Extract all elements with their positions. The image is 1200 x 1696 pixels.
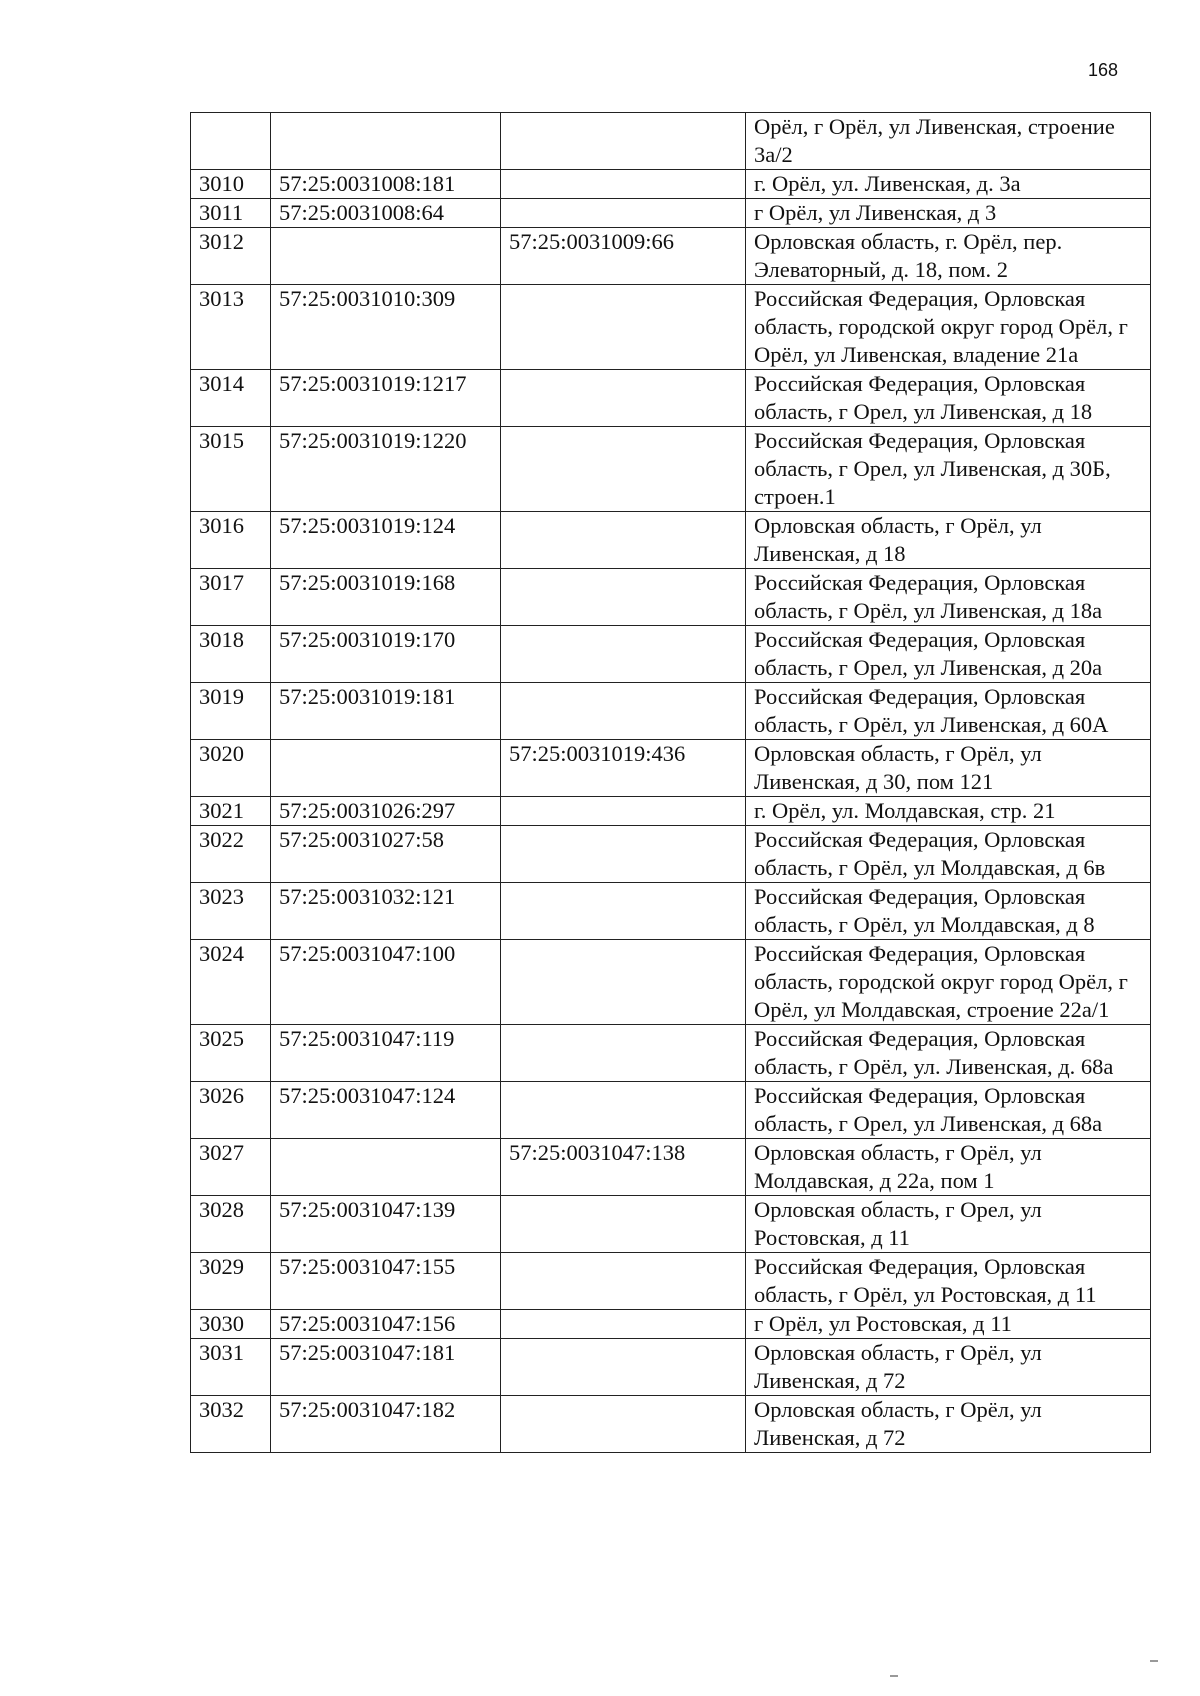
address-cell: г Орёл, ул Ливенская, д 3 (746, 199, 1151, 228)
row-number-cell: 3015 (191, 427, 271, 512)
cadastral-number-cell: 57:25:0031047:100 (271, 940, 501, 1025)
table-row (191, 569, 1151, 626)
table-row (191, 1025, 1151, 1082)
premises-cadastral-number-cell (501, 512, 746, 569)
address-cell: г Орёл, ул Ростовская, д 11 (746, 1310, 1151, 1339)
table-row (191, 199, 1151, 228)
row-number-cell: 3012 (191, 228, 271, 285)
cadastral-number-cell: 57:25:0031019:1217 (271, 370, 501, 427)
registry-table-body (191, 113, 1151, 1453)
table-row (191, 1196, 1151, 1253)
row-number-cell: 3027 (191, 1139, 271, 1196)
premises-cadastral-number-cell (501, 1339, 746, 1396)
page-number: 168 (1088, 60, 1119, 80)
address-cell: Российская Федерация, Орловская область, г Орёл, ул Молдавская, д 8 (746, 883, 1151, 940)
row-number-cell: 3022 (191, 826, 271, 883)
cadastral-number-cell: 57:25:0031047:182 (271, 1396, 501, 1453)
address-cell: Орловская область, г Орёл, ул Молдавская, д 22а, пом 1 (746, 1139, 1151, 1196)
row-number-cell: 3030 (191, 1310, 271, 1339)
cadastral-number-cell: 57:25:0031047:181 (271, 1339, 501, 1396)
address-cell: Российская Федерация, Орловская область, г Орел, ул Ливенская, д 30Б, строен.1 (746, 427, 1151, 512)
row-number-cell: 3031 (191, 1339, 271, 1396)
address-cell: Орловская область, г Орёл, ул Ливенская, д 72 (746, 1339, 1151, 1396)
cadastral-number-cell: 57:25:0031047:119 (271, 1025, 501, 1082)
row-number-cell: 3010 (191, 170, 271, 199)
premises-cadastral-number-cell (501, 1396, 746, 1453)
address-cell: Российская Федерация, Орловская область, городской округ город Орёл, г Орёл, ул Молдавская, строение 22а/1 (746, 940, 1151, 1025)
premises-cadastral-number-cell (501, 1196, 746, 1253)
premises-cadastral-number-cell (501, 883, 746, 940)
premises-cadastral-number-cell: 57:25:0031047:138 (501, 1139, 746, 1196)
premises-cadastral-number-cell (501, 569, 746, 626)
cadastral-number-cell (271, 1139, 501, 1196)
premises-cadastral-number-cell (501, 940, 746, 1025)
table-row (191, 1310, 1151, 1339)
cadastral-number-cell: 57:25:0031047:139 (271, 1196, 501, 1253)
row-number-cell: 3028 (191, 1196, 271, 1253)
address-cell: Российская Федерация, Орловская область, г Орёл, ул Молдавская, д 6в (746, 826, 1151, 883)
table-row (191, 740, 1151, 797)
cadastral-number-cell: 57:25:0031026:297 (271, 797, 501, 826)
premises-cadastral-number-cell (501, 1310, 746, 1339)
table-row (191, 940, 1151, 1025)
table-row (191, 370, 1151, 427)
premises-cadastral-number-cell (501, 683, 746, 740)
address-cell: Российская Федерация, Орловская область, г Орёл, ул Ливенская, д 18а (746, 569, 1151, 626)
cadastral-number-cell: 57:25:0031019:1220 (271, 427, 501, 512)
row-number-cell: 3026 (191, 1082, 271, 1139)
premises-cadastral-number-cell (501, 370, 746, 427)
registry-table (190, 112, 1151, 1453)
premises-cadastral-number-cell: 57:25:0031009:66 (501, 228, 746, 285)
address-cell: Российская Федерация, Орловская область, г Орёл, ул Ливенская, д 60А (746, 683, 1151, 740)
address-cell: Орловская область, г Орёл, ул Ливенская, д 18 (746, 512, 1151, 569)
premises-cadastral-number-cell (501, 427, 746, 512)
row-number-cell: 3018 (191, 626, 271, 683)
cadastral-number-cell: 57:25:0031019:168 (271, 569, 501, 626)
premises-cadastral-number-cell (501, 1025, 746, 1082)
cadastral-number-cell (271, 228, 501, 285)
address-cell: Российская Федерация, Орловская область, г Орел, ул Ливенская, д 68а (746, 1082, 1151, 1139)
cadastral-number-cell: 57:25:0031010:309 (271, 285, 501, 370)
cadastral-number-cell (271, 740, 501, 797)
row-number-cell: 3020 (191, 740, 271, 797)
cadastral-number-cell: 57:25:0031047:156 (271, 1310, 501, 1339)
table-row (191, 170, 1151, 199)
table-row (191, 1396, 1151, 1453)
table-row (191, 826, 1151, 883)
row-number-cell: 3019 (191, 683, 271, 740)
cadastral-number-cell (271, 113, 501, 170)
row-number-cell: 3032 (191, 1396, 271, 1453)
address-cell: Орёл, г Орёл, ул Ливенская, строение 3а/2 (746, 113, 1151, 170)
row-number-cell: 3023 (191, 883, 271, 940)
row-number-cell: 3014 (191, 370, 271, 427)
premises-cadastral-number-cell (501, 199, 746, 228)
address-cell: Российская Федерация, Орловская область, г Орёл, ул Ростовская, д 11 (746, 1253, 1151, 1310)
row-number-cell: 3017 (191, 569, 271, 626)
scan-speck (890, 1675, 898, 1677)
address-cell: Орловская область, г Орел, ул Ростовская, д 11 (746, 1196, 1151, 1253)
cadastral-number-cell: 57:25:0031047:124 (271, 1082, 501, 1139)
table-row (191, 1139, 1151, 1196)
premises-cadastral-number-cell (501, 285, 746, 370)
row-number-cell: 3016 (191, 512, 271, 569)
premises-cadastral-number-cell (501, 113, 746, 170)
address-cell: Орловская область, г. Орёл, пер. Элеваторный, д. 18, пом. 2 (746, 228, 1151, 285)
table-row (191, 883, 1151, 940)
row-number-cell: 3024 (191, 940, 271, 1025)
row-number-cell: 3025 (191, 1025, 271, 1082)
address-cell: Российская Федерация, Орловская область, г Орел, ул Ливенская, д 20а (746, 626, 1151, 683)
cadastral-number-cell: 57:25:0031008:181 (271, 170, 501, 199)
row-number-cell (191, 113, 271, 170)
cadastral-number-cell: 57:25:0031008:64 (271, 199, 501, 228)
cadastral-number-cell: 57:25:0031032:121 (271, 883, 501, 940)
address-cell: Орловская область, г Орёл, ул Ливенская, д 72 (746, 1396, 1151, 1453)
table-row (191, 427, 1151, 512)
premises-cadastral-number-cell (501, 170, 746, 199)
address-cell: Орловская область, г Орёл, ул Ливенская, д 30, пом 121 (746, 740, 1151, 797)
premises-cadastral-number-cell (501, 626, 746, 683)
table-row (191, 797, 1151, 826)
premises-cadastral-number-cell (501, 1253, 746, 1310)
premises-cadastral-number-cell (501, 797, 746, 826)
table-row (191, 285, 1151, 370)
address-cell: г. Орёл, ул. Ливенская, д. 3а (746, 170, 1151, 199)
cadastral-number-cell: 57:25:0031019:170 (271, 626, 501, 683)
table-row (191, 1082, 1151, 1139)
table-row (191, 683, 1151, 740)
address-cell: г. Орёл, ул. Молдавская, стр. 21 (746, 797, 1151, 826)
premises-cadastral-number-cell (501, 1082, 746, 1139)
scan-speck (1150, 1660, 1158, 1662)
cadastral-number-cell: 57:25:0031027:58 (271, 826, 501, 883)
table-row (191, 1339, 1151, 1396)
row-number-cell: 3013 (191, 285, 271, 370)
row-number-cell: 3011 (191, 199, 271, 228)
row-number-cell: 3029 (191, 1253, 271, 1310)
address-cell: Российская Федерация, Орловская область, г Орёл, ул. Ливенская, д. 68а (746, 1025, 1151, 1082)
table-row (191, 626, 1151, 683)
table-row (191, 113, 1151, 170)
table-row (191, 512, 1151, 569)
address-cell: Российская Федерация, Орловская область, г Орел, ул Ливенская, д 18 (746, 370, 1151, 427)
row-number-cell: 3021 (191, 797, 271, 826)
address-cell: Российская Федерация, Орловская область, городской округ город Орёл, г Орёл, ул Ливенская, владение 21а (746, 285, 1151, 370)
cadastral-number-cell: 57:25:0031019:181 (271, 683, 501, 740)
table-row (191, 228, 1151, 285)
cadastral-number-cell: 57:25:0031019:124 (271, 512, 501, 569)
premises-cadastral-number-cell: 57:25:0031019:436 (501, 740, 746, 797)
table-row (191, 1253, 1151, 1310)
premises-cadastral-number-cell (501, 826, 746, 883)
cadastral-number-cell: 57:25:0031047:155 (271, 1253, 501, 1310)
